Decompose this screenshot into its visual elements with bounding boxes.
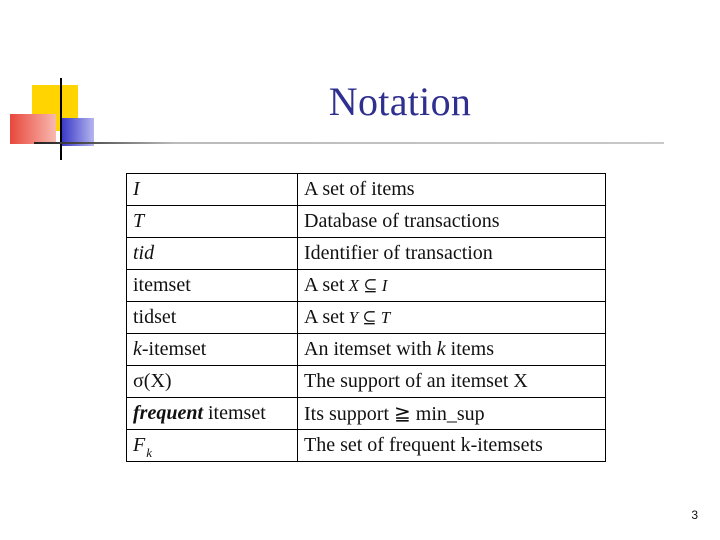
term-cell bbox=[127, 398, 298, 430]
horizontal-rule bbox=[34, 142, 664, 144]
definition-variable: k bbox=[436, 338, 446, 360]
definition-text: A set of items bbox=[304, 178, 415, 200]
term-text: T bbox=[133, 210, 145, 232]
table-row bbox=[127, 334, 606, 366]
definition-prefix: An itemset with bbox=[304, 338, 432, 360]
table-row bbox=[127, 238, 606, 270]
table-row bbox=[127, 430, 606, 462]
term-text: σ(X) bbox=[133, 370, 172, 392]
definition-cell bbox=[298, 270, 606, 302]
subset-formula: X ⊆ I bbox=[348, 276, 388, 295]
definition-suffix: items bbox=[450, 338, 494, 360]
term-suffix: -itemset bbox=[141, 338, 207, 360]
term-cell bbox=[127, 366, 298, 398]
term-subscript: k bbox=[146, 445, 152, 460]
term-cell bbox=[127, 270, 298, 302]
term-cell bbox=[127, 206, 298, 238]
definition-text: Its support ≧ min_sup bbox=[304, 403, 485, 425]
term-suffix: itemset bbox=[203, 402, 266, 424]
definition-text: A set bbox=[304, 274, 345, 296]
term-prefix: k bbox=[133, 338, 142, 360]
definition-text: Identifier of transaction bbox=[304, 242, 493, 264]
table-row bbox=[127, 302, 606, 334]
definition-text: The support of an itemset X bbox=[304, 370, 528, 392]
vertical-rule bbox=[60, 78, 62, 160]
table-row bbox=[127, 366, 606, 398]
definition-cell bbox=[298, 238, 606, 270]
term-text: I bbox=[133, 178, 140, 200]
term-prefix: frequent bbox=[133, 402, 203, 424]
definition-cell bbox=[298, 334, 606, 366]
term-cell bbox=[127, 430, 298, 462]
term-cell bbox=[127, 238, 298, 270]
term-text: tid bbox=[133, 242, 155, 264]
table-row bbox=[127, 398, 606, 430]
subset-formula: Y ⊆ T bbox=[348, 308, 391, 327]
page-number: 3 bbox=[691, 508, 698, 522]
definition-cell bbox=[298, 398, 606, 430]
term-cell bbox=[127, 302, 298, 334]
table-row bbox=[127, 206, 606, 238]
term-text: itemset bbox=[133, 274, 191, 296]
term-cell bbox=[127, 174, 298, 206]
slide-title: Notation bbox=[328, 79, 472, 124]
red-square bbox=[10, 114, 56, 144]
table-row bbox=[127, 270, 606, 302]
definition-text: Database of transactions bbox=[304, 210, 500, 232]
term-cell bbox=[127, 334, 298, 366]
term-text: F bbox=[133, 434, 146, 456]
definition-cell bbox=[298, 174, 606, 206]
definition-cell bbox=[298, 366, 606, 398]
term-text: tidset bbox=[133, 306, 177, 328]
definition-cell bbox=[298, 206, 606, 238]
definition-cell bbox=[298, 430, 606, 462]
notation-table bbox=[126, 173, 606, 462]
table-row bbox=[127, 174, 606, 206]
definition-cell bbox=[298, 302, 606, 334]
definition-text: The set of frequent k-itemsets bbox=[304, 434, 543, 456]
definition-text: A set bbox=[304, 306, 345, 328]
